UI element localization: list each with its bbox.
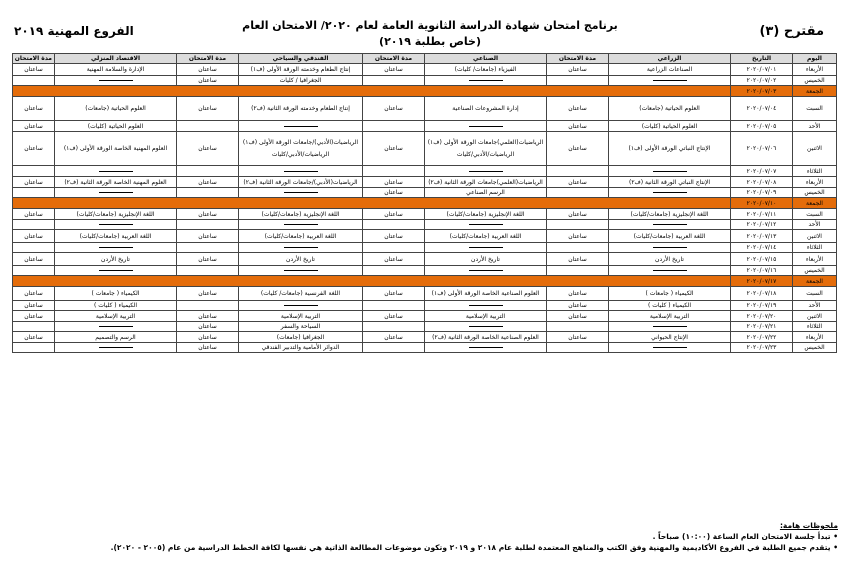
subject-cell	[239, 301, 363, 311]
duration-cell	[177, 243, 239, 253]
empty-dash	[469, 247, 503, 248]
empty-dash	[469, 347, 503, 348]
duration-cell	[547, 166, 609, 177]
holiday-row	[13, 276, 837, 287]
subject-cell: اللغة الإنجليزية (جامعات/كليات)	[609, 209, 731, 220]
subject-cell: إنتاج الطعام وخدمته الورقة الثانية (ف٢)	[239, 97, 363, 121]
duration-cell: ساعتان	[547, 97, 609, 121]
subject-cell: العلوم الحياتية (جامعات)	[55, 97, 177, 121]
duration-cell: ساعتان	[13, 64, 55, 76]
duration-cell: ساعتان	[177, 230, 239, 243]
empty-dash	[469, 171, 503, 172]
table-row	[13, 76, 837, 86]
duration-cell	[13, 322, 55, 332]
empty-dash	[653, 270, 687, 271]
duration-cell	[13, 343, 55, 353]
subject-cell: العلوم الحياتية (كليات)	[609, 121, 731, 132]
subject-cell: العلوم الصناعية الخاصة الورقة الثانية (ف٢)	[425, 332, 547, 343]
day-cell: الاثنين	[793, 132, 837, 166]
main-title: برنامج امتحان شهادة الدراسة الثانوية العامة لعام ٢٠٢٠/ الامتحان العام	[242, 19, 618, 32]
subject-cell: الكيمياء ( كليات )	[55, 301, 177, 311]
subject-line: الرياضيات/الأدبي/كليات	[456, 151, 515, 158]
duration-cell: ساعتان	[13, 121, 55, 132]
table-row	[13, 188, 837, 198]
subject-cell	[55, 243, 177, 253]
duration-cell	[363, 266, 425, 276]
duration-cell: ساعتان	[177, 76, 239, 86]
empty-dash	[99, 80, 133, 81]
empty-dash	[653, 326, 687, 327]
subject-line: الرياضيات(الأدبي)/جامعات الورقة الأولى (ف١)	[242, 139, 359, 146]
duration-cell	[177, 188, 239, 198]
empty-dash	[284, 192, 318, 193]
subject-cell	[425, 301, 547, 311]
empty-dash	[99, 270, 133, 271]
duration-cell: ساعتان	[13, 287, 55, 301]
duration-cell: ساعتان	[177, 64, 239, 76]
duration-cell: ساعتان	[363, 287, 425, 301]
table-row	[13, 121, 837, 132]
subject-cell: الإنتاج النباتي الورقة الأولى (ف١)	[609, 132, 731, 166]
table-row	[13, 332, 837, 343]
proposal-label: مقترح (٣)	[759, 24, 824, 39]
duration-cell: ساعتان	[363, 311, 425, 322]
duration-cell	[547, 322, 609, 332]
column-header: مدة الامتحان	[13, 54, 55, 64]
subject-cell: الرسم الصناعي	[425, 188, 547, 198]
date-cell: ٢٠٢٠/٠٧/٠١	[731, 64, 793, 76]
subject-cell: اللغة الإنجليزية (جامعات/كليات)	[239, 209, 363, 220]
subject-cell	[55, 322, 177, 332]
day-cell: الخميس	[793, 266, 837, 276]
date-cell: ٢٠٢٠/٠٧/١٥	[731, 253, 793, 266]
subject-cell	[609, 343, 731, 353]
empty-dash	[469, 305, 503, 306]
table-row	[13, 253, 837, 266]
duration-cell	[177, 121, 239, 132]
date-cell: ٢٠٢٠/٠٧/١٤	[731, 243, 793, 253]
subject-cell	[55, 76, 177, 86]
empty-dash	[469, 326, 503, 327]
duration-cell	[547, 243, 609, 253]
duration-cell: ساعتان	[177, 287, 239, 301]
day-cell: السبت	[793, 287, 837, 301]
table-row	[13, 209, 837, 220]
holiday-fill	[13, 198, 731, 209]
subject-cell	[425, 121, 547, 132]
column-header: مدة الامتحان	[547, 54, 609, 64]
date-cell: ٢٠٢٠/٠٧/٠٥	[731, 121, 793, 132]
subject-cell	[609, 243, 731, 253]
duration-cell: ساعتان	[177, 332, 239, 343]
empty-dash	[99, 192, 133, 193]
column-header: الزراعي	[609, 54, 731, 64]
subject-cell: الرياضيات(العلمي)جامعات الورقة الثانية (ف٢)	[425, 177, 547, 188]
column-header: مدة الامتحان	[177, 54, 239, 64]
date-cell: ٢٠٢٠/٠٧/٢٢	[731, 332, 793, 343]
empty-dash	[653, 171, 687, 172]
empty-dash	[99, 171, 133, 172]
subject-cell	[55, 188, 177, 198]
subject-cell: اللغة العربية (جامعات/كليات)	[425, 230, 547, 243]
date-cell: ٢٠٢٠/٠٧/٠٢	[731, 76, 793, 86]
subject-cell	[239, 132, 363, 166]
subject-cell	[425, 243, 547, 253]
subject-cell: الإدارة والسلامة المهنية	[55, 64, 177, 76]
duration-cell	[363, 121, 425, 132]
note-item: • يتقدم جميع الطلبة في الفروع الأكاديمية والمهنية وفق الكتب والمناهج المعتمدة لطلبة عام ٢٠١٨ و ٢٠١٩ وتكون موضوعات المطالعة الذاتية هي نفسها لكافة الخطط الدراسية من عام (٢٠٠٥ - ٢٠٢٠).	[110, 543, 838, 552]
page-title-block	[230, 18, 630, 50]
table-row	[13, 166, 837, 177]
column-header: اليوم	[793, 54, 837, 64]
day-cell: الجمعة	[793, 198, 837, 209]
date-cell: ٢٠٢٠/٠٧/١٢	[731, 220, 793, 230]
duration-cell	[13, 220, 55, 230]
subject-cell	[55, 166, 177, 177]
date-cell: ٢٠٢٠/٠٧/١٩	[731, 301, 793, 311]
date-cell: ٢٠٢٠/٠٧/١١	[731, 209, 793, 220]
subject-cell	[609, 322, 731, 332]
empty-dash	[469, 270, 503, 271]
duration-cell: ساعتان	[13, 253, 55, 266]
duration-cell	[363, 243, 425, 253]
duration-cell: ساعتان	[363, 209, 425, 220]
empty-dash	[284, 126, 318, 127]
subject-cell: الإنتاج الحيواني	[609, 332, 731, 343]
subject-cell	[609, 266, 731, 276]
day-cell: الخميس	[793, 343, 837, 353]
subject-cell	[425, 220, 547, 230]
date-cell: ٢٠٢٠/٠٧/٠٩	[731, 188, 793, 198]
subject-cell: السياحة والسفر	[239, 322, 363, 332]
table-row	[13, 220, 837, 230]
subject-cell	[609, 76, 731, 86]
subject-cell: التربية الإسلامية	[609, 311, 731, 322]
subject-cell: الإنتاج النباتي الورقة الثانية (ف٢)	[609, 177, 731, 188]
subject-cell: إنتاج الطعام وخدمته الورقة الأولى (ف١)	[239, 64, 363, 76]
exam-schedule-table	[12, 53, 837, 353]
day-cell: الجمعة	[793, 86, 837, 97]
duration-cell: ساعتان	[13, 97, 55, 121]
date-cell: ٢٠٢٠/٠٧/١٦	[731, 266, 793, 276]
duration-cell: ساعتان	[13, 311, 55, 322]
column-header: مدة الامتحان	[363, 54, 425, 64]
subject-cell: الصناعات الزراعية	[609, 64, 731, 76]
subject-cell	[425, 166, 547, 177]
table-row	[13, 243, 837, 253]
duration-cell: ساعتان	[13, 230, 55, 243]
duration-cell: ساعتان	[13, 301, 55, 311]
table-row	[13, 301, 837, 311]
duration-cell: ساعتان	[547, 64, 609, 76]
subject-cell: تاريخ الأردن	[609, 253, 731, 266]
duration-cell: ساعتان	[363, 97, 425, 121]
duration-cell	[363, 343, 425, 353]
date-cell: ٢٠٢٠/٠٧/٠٣	[731, 86, 793, 97]
duration-cell: ساعتان	[177, 97, 239, 121]
day-cell: السبت	[793, 209, 837, 220]
table-row	[13, 64, 837, 76]
duration-cell	[177, 166, 239, 177]
date-cell: ٢٠٢٠/٠٧/١٠	[731, 198, 793, 209]
subject-cell	[55, 343, 177, 353]
table-row	[13, 322, 837, 332]
date-cell: ٢٠٢٠/٠٧/٠٧	[731, 166, 793, 177]
holiday-fill	[13, 276, 731, 287]
note-text: يتقدم جميع الطلبة في الفروع الأكاديمية والمهنية وفق الكتب والمناهج المعتمدة لطلبة عام ٢٠١٨ و ٢٠١٩ وتكون موضوعات المطالعة الذاتية هي نفسها لكافة الخطط الدراسية من عام (٢٠٠٥ - ٢٠٢٠).	[110, 543, 831, 552]
subject-cell: الرياضيات(الأدبي)/جامعات الورقة الثانية (ف٢)	[239, 177, 363, 188]
subject-cell	[239, 243, 363, 253]
duration-cell: ساعتان	[547, 230, 609, 243]
duration-cell	[547, 343, 609, 353]
duration-cell: ساعتان	[177, 209, 239, 220]
subject-cell: التربية الإسلامية	[425, 311, 547, 322]
subject-cell	[239, 188, 363, 198]
subject-line: الرياضيات(العلمي)جامعات الورقة الأولى (ف١)	[427, 139, 544, 146]
empty-dash	[653, 80, 687, 81]
duration-cell: ساعتان	[547, 311, 609, 322]
day-cell: الثلاثاء	[793, 166, 837, 177]
duration-cell: ساعتان	[13, 332, 55, 343]
column-header: التاريخ	[731, 54, 793, 64]
date-cell: ٢٠٢٠/٠٧/١٣	[731, 230, 793, 243]
day-cell: الأربعاء	[793, 332, 837, 343]
day-cell: الاثنين	[793, 311, 837, 322]
note-text: تبدأ جلسة الامتحان العام الساعة (١٠:٠٠) صباحاً .	[652, 532, 831, 541]
subject-cell: تاريخ الأردن	[55, 253, 177, 266]
subject-cell	[55, 220, 177, 230]
duration-cell: ساعتان	[363, 332, 425, 343]
duration-cell	[363, 76, 425, 86]
duration-cell	[177, 301, 239, 311]
table-row	[13, 230, 837, 243]
duration-cell: ساعتان	[177, 311, 239, 322]
empty-dash	[469, 126, 503, 127]
empty-dash	[469, 80, 503, 81]
column-header: الصناعي	[425, 54, 547, 64]
empty-dash	[653, 247, 687, 248]
table-row	[13, 266, 837, 276]
date-cell: ٢٠٢٠/٠٧/١٨	[731, 287, 793, 301]
day-cell: الأحد	[793, 301, 837, 311]
duration-cell: ساعتان	[547, 209, 609, 220]
empty-dash	[99, 224, 133, 225]
empty-dash	[284, 305, 318, 306]
date-cell: ٢٠٢٠/٠٧/٢١	[731, 322, 793, 332]
empty-dash	[99, 247, 133, 248]
duration-cell	[547, 266, 609, 276]
table-header-row	[13, 54, 837, 64]
holiday-row	[13, 198, 837, 209]
empty-dash	[284, 171, 318, 172]
day-cell: السبت	[793, 97, 837, 121]
subject-cell	[239, 166, 363, 177]
day-cell: الخميس	[793, 76, 837, 86]
duration-cell	[177, 266, 239, 276]
duration-cell: ساعتان	[363, 230, 425, 243]
duration-cell	[177, 220, 239, 230]
subject-cell	[425, 266, 547, 276]
duration-cell: ساعتان	[547, 332, 609, 343]
subject-cell: اللغة العربية (جامعات/كليات)	[609, 230, 731, 243]
duration-cell: ساعتان	[547, 132, 609, 166]
subject-cell: تاريخ الأردن	[239, 253, 363, 266]
duration-cell: ساعتان	[363, 64, 425, 76]
duration-cell	[13, 243, 55, 253]
duration-cell: ساعتان	[177, 322, 239, 332]
date-cell: ٢٠٢٠/٠٧/٠٦	[731, 132, 793, 166]
duration-cell: ساعتان	[13, 132, 55, 166]
subject-cell: إدارة المشروعات الصناعية	[425, 97, 547, 121]
table-body	[13, 64, 837, 353]
date-cell: ٢٠٢٠/٠٧/٢٣	[731, 343, 793, 353]
subject-cell: العلوم الحياتية (جامعات)	[609, 97, 731, 121]
duration-cell	[13, 188, 55, 198]
duration-cell: ساعتان	[363, 132, 425, 166]
sub-title: (خاص بطلبة ٢٠١٩)	[379, 35, 481, 48]
subject-cell: اللغة العربية (جامعات/كليات)	[239, 230, 363, 243]
subject-cell: الرسم والتصميم	[55, 332, 177, 343]
table-row	[13, 97, 837, 121]
date-cell: ٢٠٢٠/٠٧/٠٨	[731, 177, 793, 188]
day-cell: الاثنين	[793, 230, 837, 243]
column-header: الفندقي والسياحي	[239, 54, 363, 64]
date-cell: ٢٠٢٠/٠٧/٢٠	[731, 311, 793, 322]
subject-cell	[609, 220, 731, 230]
subject-cell	[55, 266, 177, 276]
subject-cell: اللغة الإنجليزية (جامعات/كليات)	[425, 209, 547, 220]
subject-cell: الكيمياء ( جامعات )	[609, 287, 731, 301]
holiday-row	[13, 86, 837, 97]
subject-cell	[609, 188, 731, 198]
subject-cell: تاريخ الأردن	[425, 253, 547, 266]
subject-cell: الجغرافيا (جامعات)	[239, 332, 363, 343]
subject-cell: اللغة الإنجليزية (جامعات/كليات)	[55, 209, 177, 220]
duration-cell: ساعتان	[177, 177, 239, 188]
duration-cell: ساعتان	[363, 177, 425, 188]
table-row	[13, 132, 837, 166]
empty-dash	[284, 247, 318, 248]
table-row	[13, 177, 837, 188]
day-cell: الثلاثاء	[793, 322, 837, 332]
duration-cell: ساعتان	[547, 253, 609, 266]
duration-cell: ساعتان	[363, 253, 425, 266]
subject-cell: العلوم الحياتية (كليات)	[55, 121, 177, 132]
duration-cell: ساعتان	[177, 343, 239, 353]
subject-cell	[239, 121, 363, 132]
duration-cell: ساعتان	[547, 301, 609, 311]
date-cell: ٢٠٢٠/٠٧/١٧	[731, 276, 793, 287]
empty-dash	[653, 224, 687, 225]
duration-cell: ساعتان	[177, 132, 239, 166]
day-cell: الثلاثاء	[793, 243, 837, 253]
subject-cell: العلوم المهنية الخاصة الورقة الأولى (ف١)	[55, 132, 177, 166]
day-cell: الأربعاء	[793, 177, 837, 188]
empty-dash	[653, 192, 687, 193]
duration-cell	[363, 301, 425, 311]
notes-title: ملحوظات هامة:	[779, 521, 838, 530]
subject-cell	[425, 343, 547, 353]
duration-cell: ساعتان	[547, 177, 609, 188]
duration-cell: ساعتان	[363, 188, 425, 198]
duration-cell	[13, 76, 55, 86]
subject-cell	[425, 132, 547, 166]
empty-dash	[99, 326, 133, 327]
subject-cell: الدوائر الأمامية والتدبير الفندقي	[239, 343, 363, 353]
duration-cell	[13, 266, 55, 276]
subject-cell: الكيمياء ( كليات )	[609, 301, 731, 311]
duration-cell	[547, 76, 609, 86]
subject-cell: التربية الإسلامية	[55, 311, 177, 322]
empty-dash	[99, 347, 133, 348]
subject-cell: العلوم الصناعية الخاصة الورقة الأولى (ف١)	[425, 287, 547, 301]
day-cell: الأربعاء	[793, 64, 837, 76]
duration-cell	[547, 220, 609, 230]
subject-cell: اللغة العربية (جامعات/كليات)	[55, 230, 177, 243]
subject-cell: الكيمياء ( جامعات )	[55, 287, 177, 301]
table-row	[13, 343, 837, 353]
empty-dash	[284, 270, 318, 271]
duration-cell	[363, 166, 425, 177]
subject-cell: اللغة الفرنسية (جامعات/ كليات)	[239, 287, 363, 301]
duration-cell: ساعتان	[547, 287, 609, 301]
table-row	[13, 311, 837, 322]
subject-line: الرياضيات/الأدبي/كليات	[271, 151, 330, 158]
duration-cell: ساعتان	[547, 121, 609, 132]
subject-cell: التربية الإسلامية	[239, 311, 363, 322]
duration-cell	[363, 220, 425, 230]
duration-cell: ساعتان	[13, 177, 55, 188]
subject-cell	[425, 76, 547, 86]
subject-cell	[609, 166, 731, 177]
subject-cell	[239, 220, 363, 230]
branch-title: الفروع المهنية ٢٠١٩	[14, 24, 134, 38]
subject-cell	[425, 322, 547, 332]
notes-section	[38, 520, 838, 553]
duration-cell: ساعتان	[13, 209, 55, 220]
empty-dash	[469, 224, 503, 225]
subject-cell: العلوم المهنية الخاصة الورقة الثانية (ف٢)	[55, 177, 177, 188]
note-item: • تبدأ جلسة الامتحان العام الساعة (١٠:٠٠) صباحاً .	[652, 532, 838, 541]
subject-cell: الفيزياء (جامعات/ كليات)	[425, 64, 547, 76]
duration-cell	[13, 166, 55, 177]
holiday-fill	[13, 86, 731, 97]
day-cell: الجمعة	[793, 276, 837, 287]
subject-cell	[239, 266, 363, 276]
duration-cell	[547, 188, 609, 198]
column-header: الاقتصاد المنزلي	[55, 54, 177, 64]
subject-cell: الجغرافيا / كليات	[239, 76, 363, 86]
table-row	[13, 287, 837, 301]
date-cell: ٢٠٢٠/٠٧/٠٤	[731, 97, 793, 121]
day-cell: الخميس	[793, 188, 837, 198]
duration-cell: ساعتان	[177, 253, 239, 266]
day-cell: الأحد	[793, 121, 837, 132]
day-cell: الأربعاء	[793, 253, 837, 266]
empty-dash	[284, 224, 318, 225]
day-cell: الأحد	[793, 220, 837, 230]
duration-cell	[363, 322, 425, 332]
empty-dash	[653, 347, 687, 348]
